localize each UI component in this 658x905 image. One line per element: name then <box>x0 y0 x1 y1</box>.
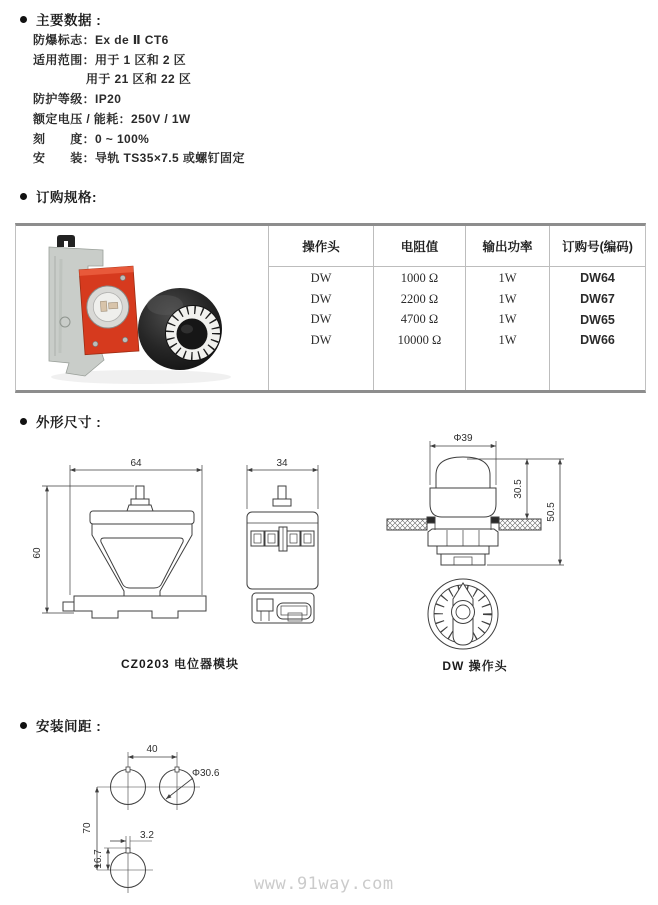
table-cell: 1W <box>498 332 517 347</box>
section-title-text: 外形尺寸 : <box>36 415 102 430</box>
head-caption: DW 操作头 <box>442 659 508 673</box>
spec-line: 刻 度：0 ~ 100% <box>33 131 150 146</box>
table-cell: DW <box>310 291 332 306</box>
mounting-distance-drawing <box>40 735 280 905</box>
dim-head-upper-height: 30.5 <box>513 479 524 499</box>
section-title-text: 主要数据 : <box>36 13 102 28</box>
table-column-code <box>549 226 645 390</box>
table-cell: 1000 Ω <box>400 270 439 285</box>
table-cell: DW66 <box>580 333 615 348</box>
ordering-title <box>20 186 97 206</box>
mounting-title <box>20 715 101 735</box>
main-data-lines <box>33 31 245 169</box>
table-column-resistance <box>373 226 465 390</box>
dim-module-depth: 34 <box>276 458 288 469</box>
table-cell: 1W <box>498 312 517 327</box>
table-cell: DW <box>310 312 332 327</box>
table-cell: 4700 Ω <box>400 312 439 327</box>
dimensions-title <box>20 411 101 431</box>
spec-line: 用于 21 区和 22 区 <box>86 72 192 87</box>
table-cell: DW67 <box>580 292 615 307</box>
dim-module-width: 64 <box>130 458 142 469</box>
knob-cap <box>177 319 208 350</box>
watermark: www.91way.com <box>254 874 394 894</box>
table-column-head <box>268 226 373 390</box>
table-cell: DW65 <box>580 312 615 327</box>
section-title-text: 安装间距 : <box>36 719 102 734</box>
column-header: 电阻值 <box>374 226 465 267</box>
table-cell: DW64 <box>580 271 615 286</box>
din-clip <box>57 235 75 247</box>
column-header: 输出功率 <box>466 226 549 267</box>
table-column-power <box>465 226 549 390</box>
bullet-icon <box>20 722 27 729</box>
column-header: 操作头 <box>269 226 373 267</box>
dim-mount-pitch-x: 40 <box>146 744 158 755</box>
table-cell: 2200 Ω <box>400 291 439 306</box>
bullet-icon <box>20 16 27 23</box>
table-cell: 10000 Ω <box>397 332 442 347</box>
ordering-table <box>15 223 646 393</box>
bullet-icon <box>20 193 27 200</box>
column-header: 订购号(编码) <box>550 226 645 267</box>
module-front-plate <box>79 266 139 355</box>
spec-line: 防护等级：IP20 <box>33 92 122 107</box>
table-cell: 1W <box>498 291 517 306</box>
operator-head-drawing <box>375 428 575 656</box>
dim-module-height: 60 <box>32 547 43 559</box>
table-cell: DW <box>310 332 332 347</box>
product-photo-cell <box>16 226 268 390</box>
spec-line: 适用范围：用于 1 区和 2 区 <box>33 52 187 67</box>
spec-line: 额定电压 / 能耗：250V / 1W <box>33 111 191 126</box>
spec-line: 防爆标志：Ex de Ⅱ CT6 <box>33 33 169 47</box>
product-photo <box>16 226 268 390</box>
module-dimension-drawing <box>30 443 330 658</box>
dim-mount-notch-width: 3.2 <box>140 830 154 841</box>
dim-mount-notch-depth: 16.7 <box>93 849 104 869</box>
dim-head-total-height: 50.5 <box>546 502 557 522</box>
module-caption: CZ0203 电位器模块 <box>120 657 240 671</box>
dim-head-diameter: Φ39 <box>453 433 473 444</box>
main-data-title <box>20 9 101 29</box>
dim-mount-hole-diameter: Φ30.6 <box>192 768 220 779</box>
spec-line: 安 装：导轨 TS35×7.5 或螺钉固定 <box>33 151 245 166</box>
bullet-icon <box>20 418 27 425</box>
dim-mount-pitch-y: 70 <box>82 822 93 834</box>
table-cell: 1W <box>498 270 517 285</box>
table-cell: DW <box>310 270 332 285</box>
section-title-text: 订购规格: <box>36 190 97 205</box>
